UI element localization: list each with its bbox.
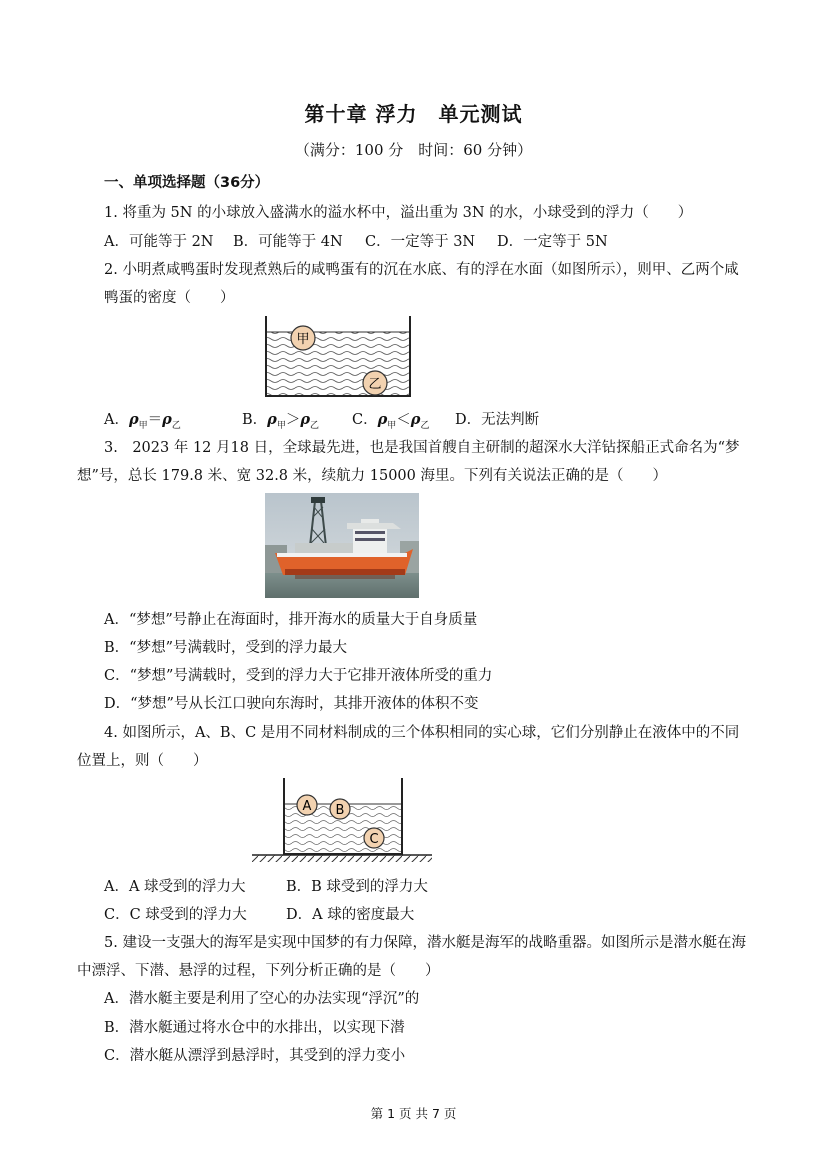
egg-yi-label: 乙 bbox=[368, 377, 382, 392]
q3-option-c: C．“梦想”号满载时，受到的浮力大于它排开液体所受的重力 bbox=[104, 668, 493, 684]
ball-a-label: A bbox=[302, 799, 312, 814]
page-title: 第十章 浮力 单元测试 bbox=[304, 102, 523, 126]
q1-option-c: C．一定等于 3N bbox=[365, 234, 476, 250]
q1-option-b: B．可能等于 4N bbox=[233, 234, 343, 250]
question-3-stem-line2: 想”号，总长 179.8 米、宽 32.8 米，续航力 15000 海里。下列有关说法正确的是（ ） bbox=[77, 468, 667, 484]
q4-option-b: B．B 球受到的浮力大 bbox=[286, 879, 428, 895]
question-3-stem-line1: 3. 2023 年 12 月18 日，全球最先进，也是我国首艘自主研制的超深水大洋钻探船正式命名为“梦 bbox=[104, 440, 740, 456]
q2-option-b: B．$\rho_甲>\rho_乙$ bbox=[242, 411, 319, 431]
page-number: 第 1 页 共 7 页 bbox=[370, 1106, 457, 1121]
q5-option-b: B．潜水艇通过将水仓中的水排出，以实现下潜 bbox=[104, 1020, 405, 1036]
egg-beaker-figure bbox=[263, 314, 415, 400]
q4-option-a: A．A 球受到的浮力大 bbox=[104, 879, 246, 895]
q3-option-b: B．“梦想”号满载时，受到的浮力最大 bbox=[104, 640, 347, 656]
q3-option-d: D．“梦想”号从长江口驶向东海时，其排开液体的体积不变 bbox=[104, 696, 479, 712]
drilling-ship-photo bbox=[265, 493, 419, 598]
q5-option-a: A．潜水艇主要是利用了空心的办法实现“浮沉”的 bbox=[104, 991, 420, 1007]
question-2-stem-line2: 鸭蛋的密度（ ） bbox=[104, 290, 235, 306]
q1-option-d: D．一定等于 5N bbox=[497, 234, 608, 250]
egg-jia-label: 甲 bbox=[296, 332, 310, 347]
question-5-stem-line1: 5. 建设一支强大的海军是实现中国梦的有力保障，潜水艇是海军的战略重器。如图所示是潜水艇在海 bbox=[104, 935, 746, 951]
three-balls-figure bbox=[250, 776, 434, 864]
question-4-stem-line2: 位置上，则（ ） bbox=[77, 753, 208, 769]
q2-option-c: C．$\rho_甲<\rho_乙$ bbox=[352, 411, 430, 431]
ball-b-label: B bbox=[335, 803, 345, 818]
q1-option-a: A．可能等于 2N bbox=[104, 234, 214, 250]
q2-option-d: D．无法判断 bbox=[455, 412, 540, 428]
question-1-stem: 1. 将重为 5N 的小球放入盛满水的溢水杯中，溢出重为 3N 的水，小球受到的浮力（ ） bbox=[104, 205, 693, 221]
question-4-stem-line1: 4. 如图所示，A、B、C 是用不同材料制成的三个体积相同的实心球，它们分别静止在液体中的不同 bbox=[104, 725, 740, 741]
question-5-stem-line2: 中漂浮、下潜、悬浮的过程，下列分析正确的是（ ） bbox=[77, 963, 440, 979]
q4-option-d: D．A 球的密度最大 bbox=[286, 907, 415, 923]
q3-option-a: A．“梦想”号静止在海面时，排开海水的质量大于自身质量 bbox=[104, 612, 478, 628]
q2-option-a: A．$\rho_甲=\rho_乙$ bbox=[104, 411, 181, 431]
q5-option-c: C．潜水艇从漂浮到悬浮时，其受到的浮力变小 bbox=[104, 1048, 406, 1064]
ball-c-label: C bbox=[369, 832, 379, 847]
exam-info: （满分：100 分 时间：60 分钟） bbox=[294, 141, 533, 159]
section-heading: 一、单项选择题（36分） bbox=[104, 175, 270, 191]
q4-option-c: C．C 球受到的浮力大 bbox=[104, 907, 247, 923]
question-2-stem-line1: 2. 小明煮咸鸭蛋时发现煮熟后的咸鸭蛋有的沉在水底、有的浮在水面（如图所示），则甲、乙两个咸 bbox=[104, 262, 739, 278]
